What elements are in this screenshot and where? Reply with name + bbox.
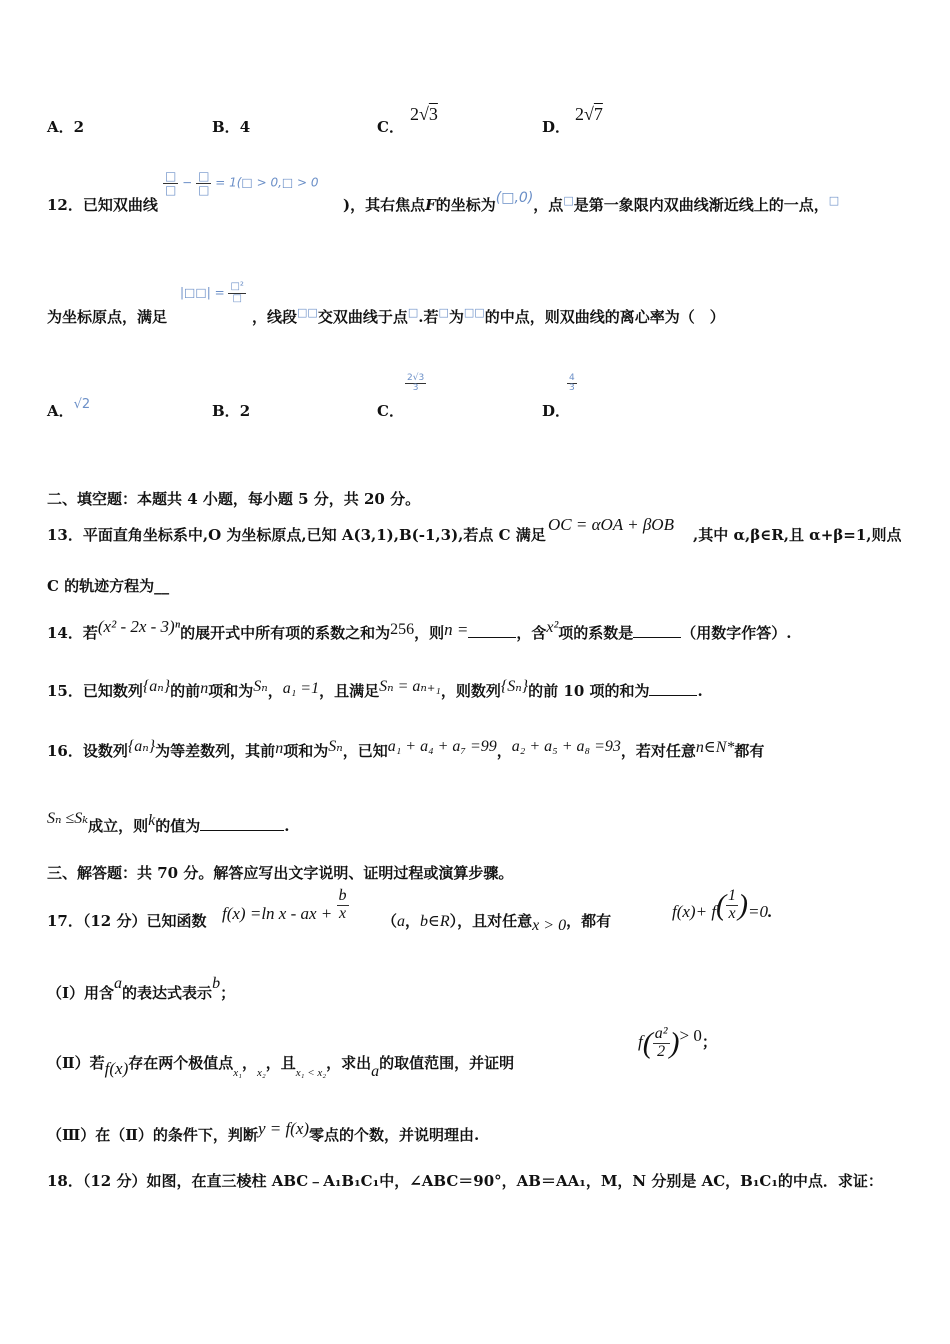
q11-option-d: D． bbox=[542, 118, 571, 136]
q12-option-c: C． bbox=[377, 402, 404, 420]
q11-option-c: C． bbox=[377, 118, 404, 136]
q17-part2: （Ⅱ）若f(x)存在两个极值点$_{x_1}$，$_{x_2}$，且$_{x_1 < x_2}$，求出a的取值范围，并证明 bbox=[47, 1054, 515, 1080]
q16-line2: Sₙ ≤Sₖ成立，则k的值为 . bbox=[47, 810, 290, 835]
q12-line1: 12．已知双曲线 bbox=[47, 196, 158, 214]
q11-option-c-value: 2√3 bbox=[410, 104, 438, 124]
q11-option-d-value: 2√7 bbox=[575, 104, 603, 124]
q12-option-b: B．2 bbox=[212, 402, 251, 420]
q12-hyperbola-equation: $\frac{□}{□}$ − $\frac{□}{□}$ = 1(□ > 0,□ > 0 bbox=[165, 169, 319, 197]
q11-option-b: B．4 bbox=[212, 118, 251, 136]
q17-condition: f(x)+ f( $\frac{1}{x}$ )=0. bbox=[672, 887, 773, 922]
q13-line1: 13．平面直角坐标系中,O 为坐标原点,已知 A(3,1),B(-1,3),若点 C 满足 bbox=[47, 526, 546, 544]
q12-condition-expr: |□□| = $\frac{\text{□²}}{□}$ bbox=[180, 281, 244, 304]
q12-line2: 为坐标原点，满足 bbox=[47, 308, 168, 326]
q17-line1-params: （a，b∈R），且对任意x > 0，都有 bbox=[382, 912, 612, 934]
q14-line: 14．若(x² - 2x - 3)ⁿ的展开式中所有项的系数之和为256，则n = ，含x²项的系数是 （用数字作答）. bbox=[47, 617, 792, 642]
q12-line1-rest: )，其右焦点F的坐标为(□,0)，点□是第一象限内双曲线渐近线上的一点，□ bbox=[343, 190, 840, 214]
q17-part1: （Ⅰ）用含a的表达式表示b； bbox=[47, 975, 236, 1002]
q17-part2-inequality: f( $\frac{\text{a²}}{2}$ )> 0； bbox=[638, 1025, 717, 1060]
q16-line1: 16．设数列{aₙ}为等差数列，其前n项和为Sₙ，已知a₁ + a₄ + a₇ =99，a₂ + a₅ + a₈ =93，若对任意n∈N*都有 bbox=[47, 738, 765, 760]
q13-line2: C 的轨迹方程为__ bbox=[47, 577, 170, 595]
q12-option-d-value: $\frac{4}{3}$ bbox=[569, 373, 575, 394]
q12-option-c-value: $\frac{2√3}{3}$ bbox=[407, 373, 425, 394]
q15-line: 15．已知数列{aₙ}的前n项和为Sₙ，a₁ =1，且满足Sₙ = aₙ₊₁，则数列{Sₙ}的前 10 项的和为 . bbox=[47, 678, 703, 700]
q12-option-a: A．√2 bbox=[47, 397, 91, 420]
q13-line1-rest: ,其中 α,β∈R,且 α+β=1,则点 bbox=[693, 526, 902, 544]
section-2-title: 二、填空题：本题共 4 小题，每小题 5 分，共 20 分。 bbox=[47, 490, 421, 508]
q17-line1: 17．（12 分）已知函数 bbox=[47, 912, 207, 930]
q17-part3: （Ⅲ）在（Ⅱ）的条件下，判断y = f(x)零点的个数，并说明理由. bbox=[47, 1119, 480, 1144]
q12-line2-rest: ，线段□□交双曲线于点□.若□为□□的中点，则双曲线的离心率为（ ） bbox=[252, 306, 725, 326]
q12-option-d: D． bbox=[542, 402, 571, 420]
q13-vector-expr: OC = αOA + βOB bbox=[548, 515, 674, 534]
q18-line: 18．（12 分）如图，在直三棱柱 ABC﹣A₁B₁C₁中，∠ABC＝90°，AB＝AA₁，M，N 分别是 AC，B₁C₁的中点．求证： bbox=[47, 1172, 883, 1190]
section-3-title: 三、解答题：共 70 分。解答应写出文字说明、证明过程或演算步骤。 bbox=[47, 864, 514, 882]
q11-option-a: A．2 bbox=[47, 118, 85, 136]
q17-function-def: f(x) =ln x - ax + $\frac{b}{x}$ bbox=[222, 887, 347, 924]
